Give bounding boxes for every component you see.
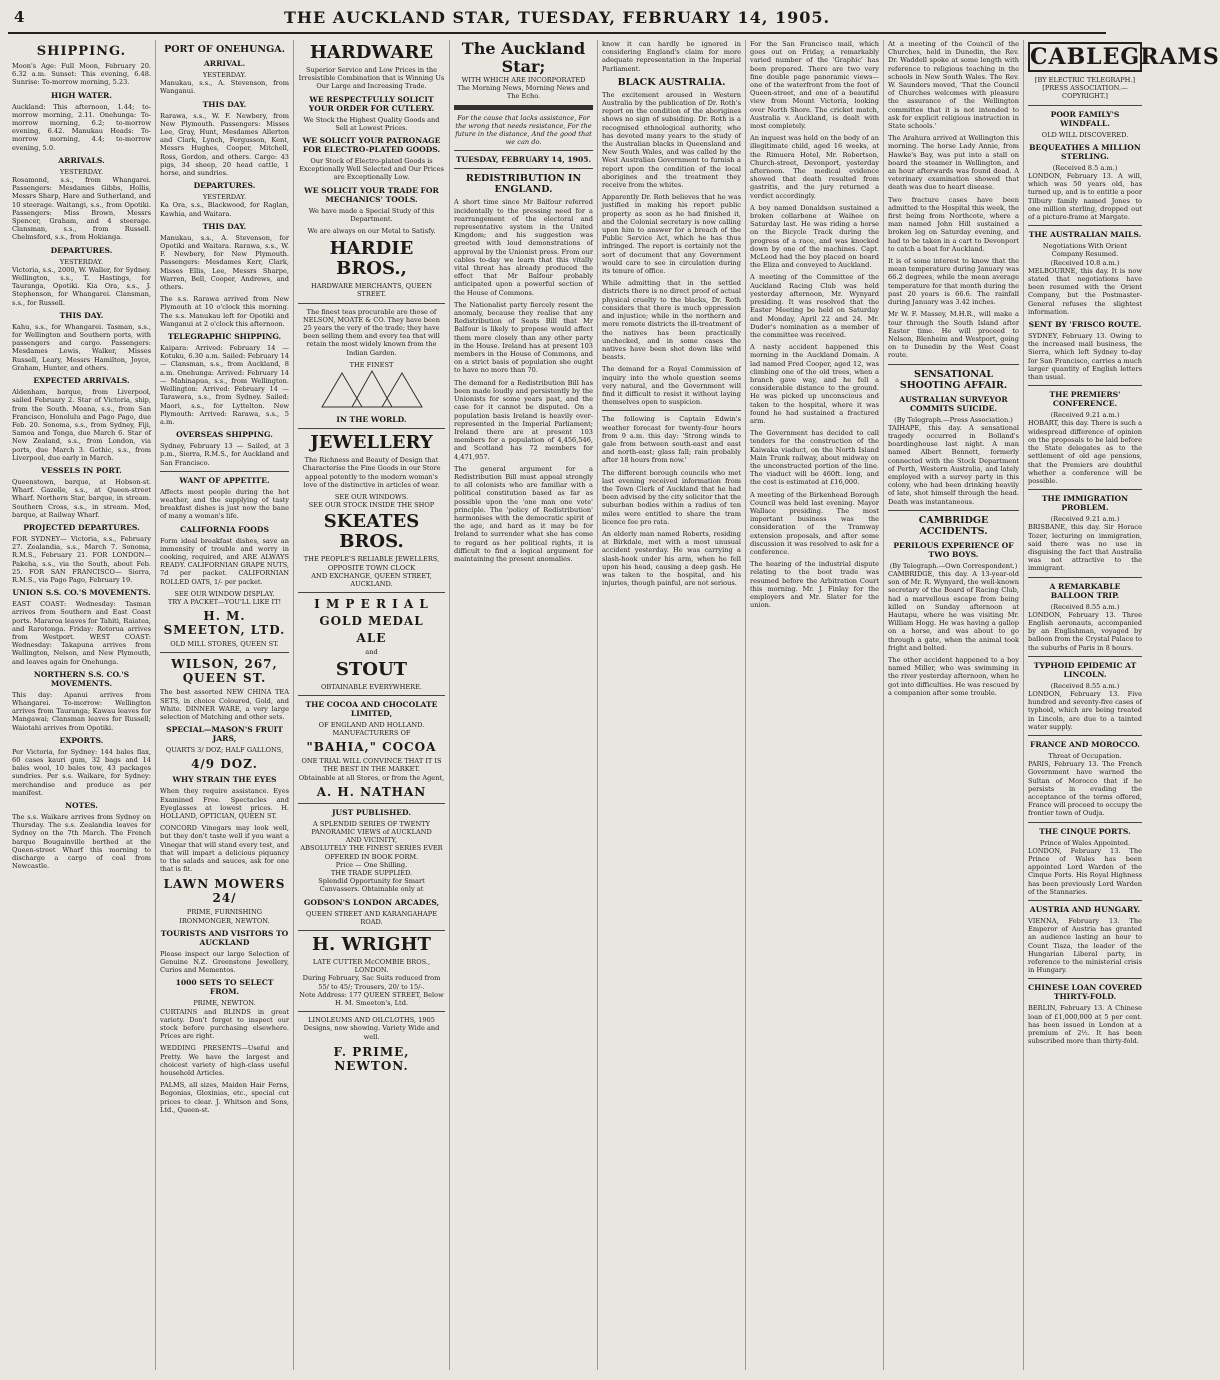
ad-views-l1: JUST PUBLISHED. xyxy=(331,807,412,817)
ad-cocoa-name: A. H. NATHAN xyxy=(316,784,427,799)
news-c6-p2: An inquest was held on the body of an illegitimate child, aged 16 weeks, at the Rimuera Hotel, Mr. Robertson, Church-street, Devonport, yesterday afternoon. The medical evidence showed that death resulted from gastritis, and the jury returned a verdict accordingly. xyxy=(750,134,879,200)
ad-tourists-title: TOURISTS AND VISITORS TO AUCKLAND xyxy=(160,928,289,947)
ad-imperial-l4: and xyxy=(365,648,378,657)
divider xyxy=(1028,978,1142,979)
divider xyxy=(1028,656,1142,657)
ad-appetite-text: Affects most people during the hot weather, and the supplying of tasty breakfast dishes is just now the bane of many a woman's life. xyxy=(160,487,289,521)
cable-h7: TYPHOID EPIDEMIC AT LINCOLN. xyxy=(1033,660,1137,679)
news-c7-p3: Two fracture cases have been admitted to the Hospital this week, the first being from Northcote, where a man named John Hill sustained a broken leg on Saturday evening, and had to be taken in a cart to Devonport to catch a boat for Auckland. xyxy=(888,195,1019,253)
divider xyxy=(888,364,1019,365)
ad-palms-text: PALMS, all sizes, Maiden Hair Ferns, Begonias, Gloxinias, etc., special cut prices to clear. J. Whitson and Sons, Ltd., Queen-st. xyxy=(160,1081,289,1114)
ad-wilson-text: The best assorted NEW CHINA TEA SETS, in choice Coloured, Gold, and White. DINNER WARE, a very large selection of Matching and other sets. xyxy=(160,688,289,721)
editorial-p4: The general argument for a Redistribution Bill must appeal strongly to all colonists who are familiar with a political constitution based as far as possible upon the 'one man one vote' principle. The 'policy of Redistribution' harmonises with the democratic spirit of the age, and hard as it may be for Ireland to surrender what she has come to regard as her political rights, it is difficult to find a logical argument for maintaining the present anomalies. xyxy=(454,464,593,563)
projected-text: FOR SYDNEY— Victoria, s.s., February 27. Zealandia, s.s., March 7. Sonoma, R.M.S., February 21. FOR LONDON— Pakeha, s.s., via the South, about Feb. 25. FOR SAN FRANCISCO— Sierra, R.M.S., via Pago Pago, February 19. xyxy=(12,534,151,584)
onehunga-note: The s.s. Rarawa arrived from New Plymouth at 10 o'clock this morning. The s.s. Manukau left for Opotiki and Wanganui at 2 o'clock this afternoon. xyxy=(160,295,289,328)
page-number: 4 xyxy=(14,8,25,26)
ad-california-text: Form ideal breakfast dishes, save an immensity of trouble and worry in cooking, required, and ARE ALWAYS READY. CALIFORNIAN GRAPE NUTS, 7d per packet. CALIFORNIAN ROLLED OATS, 1/- per packet. xyxy=(160,536,289,586)
onehunga-arrival-sub: YESTERDAY. xyxy=(202,71,247,79)
news-c6-p8: The hearing of the industrial dispute relating to the boot trade was resumed before the Arbitration Court this morning. Mr. J. Finlay for the employers and Mr. Slater for the union. xyxy=(750,560,879,610)
ad-mason-sub: QUARTS 3/ DOZ; HALF GALLONS, xyxy=(165,746,284,755)
ad-sets-title: 1000 SETS TO SELECT FROM. xyxy=(175,978,274,997)
ad-imperial-l1: I M P E R I A L xyxy=(314,597,429,612)
ad-smeeton-line: OLD MILL STORES, QUEEN ST. xyxy=(170,640,279,649)
ad-mason-title: SPECIAL—MASON'S FRUIT JARS, xyxy=(166,725,283,744)
ad-wedding-text: WEDDING PRESENTS—Useful and Pretty. We have the largest and choicest variety of high-class useful household Articles. xyxy=(160,1044,289,1078)
ad-smeeton-name: H. M. SMEETON, LTD. xyxy=(163,609,286,638)
divider xyxy=(298,695,445,696)
ad-curtains-text: CURTAINS and BLINDS in great variety. Don't forget to inspect our stock before purchasing elsewhere. Prices are right. xyxy=(160,1007,289,1041)
cambridge-sub: PERILOUS EXPERIENCE OF TWO BOYS. xyxy=(893,540,1014,559)
cable-h11: CHINESE LOAN COVERED THIRTY-FOLD. xyxy=(1028,983,1142,1002)
overseas-text: Sydney, February 13 — Sailed, at 3 p.m., Sierra, R.M.S., for Auckland and San Francisco. xyxy=(160,442,289,467)
ad-mason-price: 4/9 DOZ. xyxy=(191,757,258,772)
ad-views-l7: Splendid Opportunity for Smart Canvassers. Obtainable only at xyxy=(318,877,425,894)
ad-hardware-stock: We Stock the Highest Quality Goods and Sell at Lowest Prices. xyxy=(303,115,440,132)
cable-p4: HOBART, this day. There is such a widespread difference of opinion on the proposals to be laid before the State delegates as to the settlement of old age pensions, that the Premiers are doubtful whether a conference will be possible. xyxy=(1028,419,1142,485)
news-p7: An elderly man named Roberts, residing at Birkdale, met with a most unusual accident yesterday. He was carrying a slash-hook under his arm, when he fell upon his head, causing a deep gash. He was taken to the hospital, and his injuries, though painful, are not serious. xyxy=(602,529,741,588)
ad-jewellery-text: The Richness and Beauty of Design that Characterise the Fine Goods in our Store appeal potently to the modern woman's love of the distinctive in articles of wear. xyxy=(302,456,441,489)
overseas-heading: OVERSEAS SHIPPING. xyxy=(176,430,273,440)
ad-imperial-l6: OBTAINABLE EVERYWHERE. xyxy=(320,682,423,691)
onehunga-arrival-text: Manukau, s.s., A. Stevenson, from Wanganui. xyxy=(160,79,289,96)
telegraphic-heading: TELEGRAPHIC SHIPPING. xyxy=(167,332,282,342)
ad-lawnmowers-title: LAWN MOWERS 24/ xyxy=(163,877,286,906)
news-c6-p3: A boy named Donaldson sustained a broken collarbone at Waihee on Saturday last. He was riding a horse on the Bicycle Track during the progress of a race, and was knocked down by one of the machines. Capt. McLeod had the boy placed on board the Eliza and conveyed to Auckland. xyxy=(750,203,879,270)
cable-h2b: Negotiations With Orient Company Resumed. xyxy=(1042,242,1128,259)
cable-h2: THE AUSTRALIAN MAILS. xyxy=(1028,230,1142,240)
ad-imperial-l5: STOUT xyxy=(335,658,408,680)
ad-hardware-heading: HARDWARE xyxy=(309,42,434,63)
onehunga-this-day-text: Rarawa, s.s., W. F. Newbery, from New Plymouth. Passengers: Misses Lee, Gray, Hunt, Mesdames Allerton and Clark, Lynch, Fergusson, Kent, Messrs Hughes, Cooper, Mitchell, Ross, Gordon, and others. Cargo: 43 pigs, 34 sheep, 20 head cattle, 1 horse, and sundries. xyxy=(160,111,289,178)
column-news-2 xyxy=(746,40,884,1370)
northern-heading: NORTHERN S.S. CO.'S MOVEMENTS. xyxy=(33,669,130,688)
ad-views-l9: QUEEN STREET AND KARANGAHAPE ROAD. xyxy=(305,909,438,926)
news-c7-p2: The Arahura arrived at Wellington this morning. The horse Lady Annie, from Hawke's Bay, was put into a stall on board the steamer in Wellington, and an hour afterwards was found dead. A veterinary examination showed that death was due to heart disease. xyxy=(888,134,1019,192)
ad-hardware-electro-text: Our Stock of Electro-plated Goods is Exceptionally Well Selected and Our Prices are Exceptionally Low. xyxy=(299,157,444,182)
onehunga-this-day2-text: Manukau, s.s., A. Stevenson, for Opotiki and Waitara. Rarawa, s.s., W. F. Newbery, for New Plymouth. Passengers: Mesdames Kerr, Clark, Misses Ellis, Lee, Messrs Sharpe, Warren, Bell, Cooper, Andrews, and others. xyxy=(160,233,289,292)
divider xyxy=(1028,225,1142,226)
cable-r5: (Received 9.21 a.m.) xyxy=(1050,515,1120,524)
divider xyxy=(1028,900,1142,901)
ad-jewellery-stock: SEE OUR STOCK INSIDE THE SHOP xyxy=(308,501,435,510)
ad-cocoa-l2: OF ENGLAND AND HOLLAND. xyxy=(318,720,425,729)
news-c6-p6: The Government has decided to call tenders for the construction of the Kaiwaka viaduct, on the North Island Main Trunk railway, about midway on the unconstructed portion of the line. The viaduct will be 460ft. long, and the cost is estimated at £16,000. xyxy=(750,429,879,487)
ad-hardie-name: HARDIE BROS., xyxy=(329,238,414,280)
ad-views-l8: GODSON'S LONDON ARCADES, xyxy=(303,897,440,907)
northern-text: This day: Apanui arrives from Whangarei. To-morrow: Wellington arrives from Tauranga; Kawau leaves for Mangawai; Clansman leaves for Russell; Waiotahi arrives from Opotiki. xyxy=(12,690,151,732)
cable-h1: POOR FAMILY'S WINDFALL. xyxy=(1050,109,1120,128)
cable-h3: SENT BY 'FRISCO ROUTE. xyxy=(1028,320,1142,330)
cablegrams-title: CABLEGRAMS xyxy=(1030,44,1220,70)
news-p6: The different borough councils who met last evening received information from the Town Clerk of Auckland that he had been advised by the city solicitor that the suburban bodies within a radius of ten miles were entitled to share the tram licence fee pro rata. xyxy=(602,468,741,526)
black-australia-heading: BLACK AUSTRALIA. xyxy=(617,76,726,88)
departures-heading: DEPARTURES. xyxy=(50,245,113,255)
ad-california-title: CALIFORNIA FOODS xyxy=(180,524,269,534)
ad-wright-name: H. WRIGHT xyxy=(312,933,431,955)
column-cablegrams xyxy=(1024,40,1220,1370)
ad-eyes-text: When they require assistance. Eyes Examined Free. Spectacles and Eyeglasses at lowest prices. H. HOLLAND, OPTICIAN, QUEEN ST. xyxy=(160,787,289,820)
cable-r2: (Received 10.8 a.m.) xyxy=(1050,258,1120,267)
ad-skeates-name: SKEATES BROS. xyxy=(323,511,420,553)
divider xyxy=(160,471,289,472)
cable-p1: LONDON, February 13. A will, which was 50 years old, has turned up, and is to entitle a poor Tilbury family named Jones to one million sterling, dropped out of a picture-frame at Margate. xyxy=(1028,172,1142,222)
cambridge-attribution: (By Telegraph.—Own Correspondent.) xyxy=(889,561,1018,570)
divider xyxy=(454,168,593,169)
news-c7-p1: At a meeting of the Council of the Churches, held in Dunedin, the Rev. Dr. Waddell spoke at some length with reference to religious teaching in the schools in New South Wales. The Rev. W. Saunders moved, 'That the Council of Churches welcomes with pleasure the assurance of the Wellington committee that it is not intended to ask for explicit religious instruction in State schools.' xyxy=(888,40,1019,131)
ad-hardware-cutlery: WE RESPECTFULLY SOLICIT YOUR ORDER FOR CUTLERY. xyxy=(308,94,435,113)
cable-p5: BRISBANE, this day. Sir Horace Tozer, lecturing on immigration, said there was no use in disguising the fact that Australia was not attractive to the immigrant. xyxy=(1028,523,1142,573)
onehunga-departures-sub: YESTERDAY. xyxy=(202,193,247,202)
cable-h1c: BEQUEATHES A MILLION STERLING. xyxy=(1029,142,1141,161)
cable-r6: (Received 8.55 a.m.) xyxy=(1050,602,1120,611)
editorial-date: TUESDAY, FEBRUARY 14, 1905. xyxy=(455,155,592,165)
cable-r7: (Received 8.55 a.m.) xyxy=(1050,681,1120,690)
arrivals-text: Rosamond, s.s., from Whangarei. Passengers: Mesdames Gibbs, Hollis, Messrs Sharp, Hare and Sutherland, and 10 steerage. Waitangi, s.s., from Opotiki. Passengers: Miss Brown, Messrs Spencer, Graham, and 4 steerage. Clansman, s.s., from Russell. Chelmsford, s.s., from Hokianga. xyxy=(12,176,151,242)
star-nameplate: The Auckland Star; xyxy=(461,39,586,76)
news-c6-p1: For the San Francisco mail, which goes out on Friday, a remarkably varied number of the 'Graphic' has been prepared. There are two very fine double page panoramic views—one of the waterfront from the foot of Queen-street, and one of a beautiful view from Mount Victoria, looking over North Shore. The cricket match, Australia v. Auckland, is dealt with most completely. xyxy=(750,40,879,131)
divider xyxy=(1028,735,1142,736)
ad-wright-l3: Note Address: 177 QUEEN STREET, Below H. M. Smeeton's, Ltd. xyxy=(299,990,444,1007)
cable-p9: LONDON, February 13. The Prince of Wales has been appointed Lord Warden of the Cinque Ports. His Royal Highness has been previously Lord Warden of the Stannaries. xyxy=(1028,846,1142,896)
ad-vinegar-text: CONCORD Vinegars may look well, but they don't taste well if you want a Vinegar that will stand every test, and that will impart a delicious piquancy to the salads and sauces, ask for one that is fit. xyxy=(160,824,289,874)
cable-r1: (Received 8.5 a.m.) xyxy=(1052,163,1118,172)
vessels-text: Queenstown, barque, at Hobson-st. Wharf. Gazelle, s.s., at Queen-street Wharf. Northern Star, barque, in stream. Southern Cross, s.s., in stream. Mod, barque, at Railway Wharf. xyxy=(12,477,151,519)
ad-cocoa-l4: "BAHIA," COCOA xyxy=(306,740,437,755)
ad-eyes-title: WHY STRAIN THE EYES xyxy=(172,775,277,785)
divider xyxy=(1028,577,1142,578)
ad-california-note: SEE OUR WINDOW DISPLAY. xyxy=(174,589,275,598)
cable-h1b: OLD WILL DISCOVERED. xyxy=(1041,130,1129,139)
cable-h6: A REMARKABLE BALLOON TRIP. xyxy=(1049,581,1121,600)
news-c6-p7: A meeting of the Birkenhead Borough Council was held last evening. Mayor Wallace presiding. The most important business was the consideration of the Tramway extension proposals, and after some discussion it was resolved to ask for a conference. xyxy=(750,490,879,556)
column-news-3 xyxy=(884,40,1024,1370)
expected-heading: EXPECTED ARRIVALS. xyxy=(33,376,130,386)
column-shipping xyxy=(8,40,156,1370)
departures-text: Victoria, s.s., 2000, W. Waller, for Sydney. Wellington, s.s., T. Hastings, for Tauranga, Opotiki. Kia Ora, s.s., J. Stephenson, for Whangarei. Clansman, s.s., for Russell. xyxy=(12,265,151,307)
ad-sets-name: PRIME, NEWTON. xyxy=(193,999,256,1008)
ad-wright-l1: LATE CUTTER McCOMBIE BROS., LONDON. xyxy=(312,957,431,975)
cable-h4: THE PREMIERS' CONFERENCE. xyxy=(1049,390,1121,409)
high-water-text: Auckland: This afternoon, 1.44; to-morrow morning, 2.11. Onehunga: To-morrow morning, 6.2; to-morrow evening, 6.42. Manukau Heads: To-morrow morning, 4.4; to-morrow evening, 5.0. xyxy=(12,102,151,152)
divider xyxy=(454,150,593,151)
divider xyxy=(1028,385,1142,386)
ad-cocoa-l5: ONE TRIAL WILL CONVINCE THAT IT IS THE BEST IN THE MARKET. xyxy=(301,757,442,774)
arrivals-sub: YESTERDAY. xyxy=(59,167,104,176)
cable-p7: LONDON, February 13. Five hundred and seventy-five cases of typhoid, which are being treated in Lincoln, are due to a tainted water supply. xyxy=(1028,689,1142,731)
divider xyxy=(1028,105,1142,106)
ad-hardware-electro: WE SOLICIT YOUR PATRONAGE FOR ELECTRO-PLATED GOODS. xyxy=(302,136,441,155)
ad-tourists-text: Please inspect our large Selection of Genuine N.Z. Greenstone Jewellery, Curios and Mementos. xyxy=(160,949,289,975)
column-editorial xyxy=(450,40,598,1370)
ad-tea-foot: IN THE WORLD. xyxy=(336,415,407,425)
telegraphic-text: Kaipara: Arrived: February 14 — Kotuku, 6.30 a.m. Sailed: February 14 — Clansman, s.s., from Auckland, 8 a.m. Onehunga: Arrived: February 14 — Mahinapua, s.s., from Wellington. Wellington: Arrived: February 14 — Tarawera, s.s., from Sydney. Sailed: Maori, s.s., for Lyttelton. New Plymouth: Arrived: Rarawa, s.s., 5 a.m. xyxy=(160,344,289,426)
shooting-heading: SENSATIONAL SHOOTING AFFAIR. xyxy=(899,368,1008,391)
ad-imperial-l3: ALE xyxy=(356,631,387,646)
cable-h5: THE IMMIGRATION PROBLEM. xyxy=(1041,494,1129,513)
divider xyxy=(298,303,445,304)
cable-p10: VIENNA, February 13. The Emperor of Austria has granted an audience lasting an hour to Count Tisza, the leader of the Hungarian Liberal party, in reference to the ministerial crisis in Hungary. xyxy=(1028,917,1142,975)
cable-p6: LONDON, February 13. Three English aeronauts, accompanied by an Englishman, voyaged by balloon from the Crystal Palace to the suburbs of Paris in 8 hours. xyxy=(1028,610,1142,652)
divider xyxy=(454,105,593,110)
ad-wilson-name: WILSON, 267, QUEEN ST. xyxy=(171,657,278,686)
ad-views-l3: AND VICINITY, xyxy=(345,836,398,845)
ad-skeates-sub: THE PEOPLE'S RELIABLE JEWELLERS, OPPOSITE TOWN CLOCK xyxy=(303,555,440,572)
news-p5: The following is Captain Edwin's weather forecast for twenty-four hours from 9 a.m. this day: 'Strong winds to gale from between south-east and east and north-east; glass fall; rain probably after 18 hours from now.' xyxy=(602,415,741,465)
ad-imperial-l2: GOLD MEDAL xyxy=(319,614,424,629)
editorial-p3: The demand for a Redistribution Bill has been made loudly and persistently by the Unionists for some years past, and the case for it cannot be disputed. On a population basis Ireland is heavily over-represented in the Imperial Parliament; Ireland there are at present 103 members for a population of 4,456,546, and Scotland has 72 members for 4,471,957. xyxy=(454,378,593,461)
onehunga-this-day-heading: THIS DAY. xyxy=(202,99,247,109)
news-c7-p8: The other accident happened to a boy named Miller, who was swimming in the river yesterday afternoon, when he got into difficulties. He was rescued by a companion after some trouble. xyxy=(888,655,1019,697)
star-nameplate-sub: WITH WHICH ARE INCORPORATED xyxy=(461,76,586,84)
cable-p11: BERLIN, February 13. A Chinese loan of £1,000,000 at 5 per cent. has been issued in London at a premium of 2½. It has been subscribed more than thirty-fold. xyxy=(1028,1004,1142,1046)
ad-appetite-title: WANT OF APPETITE. xyxy=(179,475,270,485)
news-c6-p5: A nasty accident happened this morning in the Auckland Domain. A lad named Fred Cooper, aged 12, was climbing one of the old trees, when a branch gave way, and he fell a considerable distance to the ground. He was picked up unconscious and taken to the hospital, where it was found he had sustained a fractured arm. xyxy=(750,343,879,425)
arrivals-heading: ARRIVALS. xyxy=(58,155,105,165)
this-day-heading: THIS DAY. xyxy=(59,310,104,320)
cable-p3: SYDNEY, February 13. Owing to the increased mail business, the Sierra, which left Sydney to-day for San Francisco, carries a much larger quantity of English letters than usual. xyxy=(1028,332,1142,382)
news-p4: The demand for a Royal Commission of inquiry into the whole question seems very natural, and the Government will find it difficult to resist it without laying themselves open to suspicion. xyxy=(602,365,741,407)
exports-heading: EXPORTS. xyxy=(59,735,104,745)
cable-p8: PARIS, February 13. The French Government have warned the Sultan of Morocco that if he persists in evading the acceptance of the terms offered, France will proceed to occupy the frontier town of Oudja. xyxy=(1028,760,1142,818)
news-c7-p4: It is of some interest to know that the mean temperature during January was 66.2 degrees, while the mean average temperature for that month during the past 20 years is 66.6. The rainfall during January was 3.42 inches. xyxy=(888,257,1019,307)
ad-views-l5: Price — One Shilling. xyxy=(335,860,408,869)
shooting-sub: AUSTRALIAN SURVEYOR COMMITS SUICIDE. xyxy=(899,394,1008,413)
column-news-1 xyxy=(598,40,746,1370)
news-p0: know it can hardly be ignored in considering England's claim for more adequate representation in the Imperial Parliament. xyxy=(602,40,741,73)
news-p1: The excitement aroused in Western Australia by the publication of Dr. Roth's report on the condition of the aborigines shows no sign of subsiding. Dr. Roth is a recognised ethnological authority, who has devoted many years to the study of the Australian blacks in Queensland and New South Wales, and was called by the West Australian Government to furnish a report upon the condition of the local aborigines and the treatment they receive from the whites. xyxy=(602,90,741,190)
ad-wright-l2: During February, Sac Suits reduced from 55/ to 45/; Trousers, 20/ to 15/-. xyxy=(302,974,441,991)
cablegrams-sub: [BY ELECTRIC TELEGRAPH.] xyxy=(1034,76,1136,84)
ad-hardware-tools: WE SOLICIT YOUR TRADE FOR MECHANICS' TOOLS. xyxy=(304,185,439,204)
projected-heading: PROJECTED DEPARTURES. xyxy=(23,522,140,532)
news-c6-p4: A meeting of the Committee of the Auckland Racing Club was held yesterday afternoon, Mr. Wynyard presiding. It was resolved that the Easter Meeting be held on Saturday and Monday, April 22 and 24. Mr. Duder's nomination as a member of the committee was received. xyxy=(750,273,879,339)
coastal-heading: UNION S.S. CO.'S MOVEMENTS. xyxy=(12,588,151,598)
cable-h8: FRANCE AND MOROCCO. xyxy=(1030,739,1140,749)
tea-pyramid-graphic xyxy=(298,369,445,411)
ad-views-l2: A SPLENDID SERIES OF TWENTY PANORAMIC VIEWS of AUCKLAND xyxy=(311,819,432,836)
ad-lawnmowers-text: PRIME, FURNISHING IRONMONGER, NEWTON. xyxy=(179,908,270,925)
ad-jewellery-heading: JEWELLERY xyxy=(310,432,433,454)
news-c7-p5: Mr W. F. Massey, M.H.R., will make a tour through the South Island after Easter time. He will proceed to Nelson, Blenheim and Westport, going on to Dunedin by the West Coast route. xyxy=(888,310,1019,360)
cable-h10: AUSTRIA AND HUNGARY. xyxy=(1029,905,1141,915)
section-heading-shipping: SHIPPING. xyxy=(36,44,127,59)
ad-california-sub: TRY A PACKET—YOU'LL LIKE IT! xyxy=(167,597,282,606)
columns xyxy=(8,39,1220,1370)
news-c7-p6: TAIHAPE, this day. A sensational tragedy occurred in Bolland's boardinghouse last night. A man named Albert Bennett, formerly connected with the Stock Department of Perth, Western Australia, and lately employed with a survey party in this colony, who had been drinking heavily of late, shot himself through the head. Death was instantaneous. xyxy=(888,423,1019,506)
cable-h9: THE CINQUE PORTS. xyxy=(1039,826,1131,836)
news-c7-p7: CAMBRIDGE, this day. A 13-year-old son of Mr. R. Wynyard, the well-known secretary of the Board of Racing Club, had a marvellous escape from being killed on Sunday afternoon at Hautapu, where he was visiting Mr. William Hogg. He was having a gallop on a horse, and was about to go through a gate, when the animal took fright and bolted. xyxy=(888,569,1019,652)
newspaper-title: THE AUCKLAND STAR, TUESDAY, FEBRUARY 14, 1905. xyxy=(283,8,831,27)
divider xyxy=(888,510,1019,511)
ad-views-l4: ABSOLUTELY THE FINEST SERIES EVER OFFERED IN BOOK FORM. xyxy=(300,844,443,861)
editorial-heading: REDISTRIBUTION IN ENGLAND. xyxy=(465,173,582,196)
editorial-p1: A short time since Mr Balfour referred incidentally to the pressing need for a rearrangement of the electoral and representative system in the United Kingdom; and his suggestion was greeted with loud demonstrations of approval by the Unionist press. From our cables to-day we learn that this vitally vital threat has already produced the effect that Mr Balfour probably anticipated upon a powerful section of the House of Commons. xyxy=(454,198,593,297)
divider xyxy=(298,803,445,804)
ad-hardware-tools-text: We have made a Special Study of this Department. xyxy=(308,206,435,223)
high-water-heading: HIGH WATER. xyxy=(51,90,112,100)
onehunga-departures-heading: DEPARTURES. xyxy=(193,181,256,191)
shooting-attribution: (By Telegraph.—Press Association.) xyxy=(894,415,1013,424)
this-day-text: Kahu, s.s., for Whangarei. Tasman, s.s., for Wellington and Southern ports, with passengers and cargo. Passengers: Mesdames Lewis, Walker, Misses Russell, Leary, Messrs Hamilton, Joyce, Graham, Hunter, and others. xyxy=(12,322,151,372)
divider xyxy=(1028,822,1142,823)
shipping-intro: Moon's Age: Full Moon, February 20. 6.32 a.m. Sunset: This evening, 6.48. Sunrise: To-morrow morning, 5.23. xyxy=(12,62,151,87)
cable-h9b: Prince of Wales Appointed. xyxy=(1039,838,1131,847)
notes-heading: NOTES. xyxy=(65,801,98,811)
divider xyxy=(298,1011,445,1012)
cable-p2: MELBOURNE, this day. It is now stated that negotiations have been resumed with the Orient Company, but the Postmaster-General refuses the slightest information. xyxy=(1028,266,1142,316)
column-onehunga xyxy=(156,40,294,1370)
onehunga-heading: PORT OF ONEHUNGA. xyxy=(164,44,285,55)
cablegrams-sub2: [PRESS ASSOCIATION.—COPYRIGHT.] xyxy=(1042,84,1128,101)
news-p2: Apparently Dr. Roth believes that he was justified in making his report public property as soon as he had finished it, and the Colonial secretary is now calling upon him to answer for a breach of the Public Service Act, which he has thus infringed. The report is certainly not the sort of document that any Government would care to see in circulation during its tenure of office. xyxy=(602,193,741,276)
divider xyxy=(160,652,289,653)
coastal-text: EAST COAST: Wednesday: Tasman arrives from Southern and East Coast ports. Mararoa leaves for Tahiti, Raiatea, and Rarotonga. Friday: Rotorua arrives from Westport. WEST COAST: Wednesday: Takapuna arrives from Wellington, Nelson, and New Plymouth, and leaves again for Onehunga. xyxy=(12,600,151,666)
ad-tea-text: The finest teas procurable are those of NELSON, MOATE & CO. They have been 25 years the very of the trade; they have been selling them and every tea that will retain the most widely known from the Indian Garden. xyxy=(302,307,441,357)
exports-text: Per Victoria, for Sydney: 144 bales flax, 60 cases kauri gum, 32 bags and 14 bales wool, 10 bales tow, 43 packages sundries. Per s.s. Waikare, for Sydney: merchandise and produce as per manifest. xyxy=(12,747,151,797)
cable-r4: (Received 9.21 a.m.) xyxy=(1050,411,1120,420)
ad-cocoa-l1: THE COCOA AND CHOCOLATE LIMITED, xyxy=(305,699,438,718)
departures-sub: YESTERDAY. xyxy=(59,257,104,266)
onehunga-departures-text: Ka Ora, s.s., Blackwood, for Raglan, Kawhia, and Waitara. xyxy=(160,201,289,218)
ad-linoleum-text: LINOLEUMS AND OILCLOTHS, 1905 Designs, now showing. Variety Wide and well. xyxy=(303,1016,440,1041)
divider xyxy=(298,930,445,931)
divider xyxy=(298,592,445,593)
ad-cocoa-l6: Obtainable at all Stores, or from the Agent, xyxy=(298,773,445,782)
vessels-heading: VESSELS IN PORT. xyxy=(41,465,122,475)
notes-text: The s.s. Waikare arrives from Sydney on Thursday. The s.s. Zealandia leaves for Sydney on the 7th March. The French barque Bougainville berthed at the Queen-street Wharf this morning to discharge a cargo of coal from Newcastle. xyxy=(12,813,151,871)
cable-h8b: Threat of Occupation. xyxy=(1048,751,1122,760)
news-p3: While admitting that in the settled districts there is no direct proof of actual physical cruelty to the blacks, Dr. Roth considers that there is much oppression and injustice; while in the northern and more remote districts the ill-treatment of the natives has been practically unchecked, and in some cases the natives have been shot down like wild beasts. xyxy=(602,279,741,362)
expected-text: Aldenham, barque, from Liverpool, sailed February 2. Star of Victoria, ship, from the South. Moana, s.s., from San Francisco, Honolulu and Pago Pago, due Feb. 20. Sonoma, s.s., from Sydney, Fiji, Samoa and Tonga, due March 6. Star of New Zealand, s.s., from London, via ports, due March 3. Gothic, s.s., from Liverpool, due early in March. xyxy=(12,388,151,462)
column-adverts xyxy=(294,40,450,1370)
divider xyxy=(298,428,445,429)
divider xyxy=(1028,489,1142,490)
ad-hardie-address: HARDWARE MERCHANTS, QUEEN STREET. xyxy=(311,282,432,299)
ad-prime-name: F. PRIME, NEWTON. xyxy=(333,1044,410,1073)
ad-hardware-lead: Superior Service and Low Prices in the Irresistible Combination that is Winning Us Our Large and Increasing Trade. xyxy=(298,66,445,91)
ad-tea-sub: THE FINEST xyxy=(349,360,394,369)
page-masthead xyxy=(8,6,1106,34)
ad-views-l6: THE TRADE SUPPLIED. xyxy=(330,868,413,877)
cambridge-heading: CAMBRIDGE ACCIDENTS. xyxy=(918,514,989,537)
ad-jewellery-windows: SEE OUR WINDOWS. xyxy=(334,493,409,502)
star-nameplate-sub2: The Morning News, Morning News and The Echo. xyxy=(457,84,590,101)
divider xyxy=(602,410,741,411)
onehunga-arrival-heading: ARRIVAL. xyxy=(203,59,246,68)
ad-cocoa-l3: MANUFACTURERS OF xyxy=(332,728,411,737)
editorial-p2: The Nationalist party fiercely resent the anomaly, because they realise that any Redistribution of Seats Bill that Mr Balfour is likely to propose would affect them more closely than any other party in the House. Ireland has at present 103 members in the House of Commons, and on a strict basis of population she ought to have no more than 70. xyxy=(454,300,593,375)
onehunga-this-day2-heading: THIS DAY. xyxy=(202,221,247,231)
ad-hardware-metal: We are always on our Metal to Satisfy. xyxy=(307,227,436,236)
ad-skeates-address: AND EXCHANGE, QUEEN STREET, AUCKLAND. xyxy=(311,571,432,589)
star-motto: For the cause that lacks assistance, For the wrong that needs resistance, For the future in the distance, And the good that we can do. xyxy=(455,113,592,147)
